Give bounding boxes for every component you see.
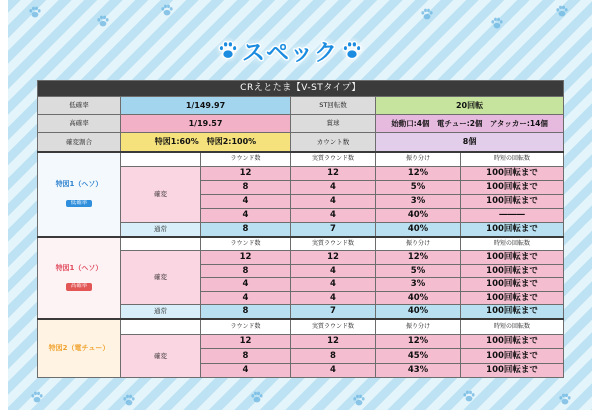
jitan-spins-cell: 100回転まで <box>461 251 564 265</box>
rounds-cell: 8 <box>201 305 291 319</box>
header-blank-cell <box>121 152 201 167</box>
distribution-cell: 40% <box>376 209 461 223</box>
page-title <box>200 34 380 66</box>
effective-rounds-cell: 4 <box>291 278 376 292</box>
table-title-row <box>38 81 564 97</box>
info-value-kakuhen-ratio: 特図1:60% 特図2:100% <box>121 133 291 152</box>
column-header-jitan-spins: 時短の回転数 <box>461 152 564 167</box>
rounds-cell: 12 <box>201 167 291 181</box>
rounds-cell: 4 <box>201 209 291 223</box>
info-value-st-spins: 20回転 <box>376 97 564 115</box>
paw-icon <box>250 390 264 404</box>
section-header-row <box>38 237 564 251</box>
effective-rounds-cell: 12 <box>291 167 376 181</box>
column-header-effective-rounds: 実質ラウンド数 <box>291 237 376 251</box>
jitan-spins-cell: 100回転まで <box>461 305 564 319</box>
paw-icon <box>490 16 504 30</box>
effective-rounds-cell: 12 <box>291 251 376 265</box>
jitan-spins-cell: 100回転まで <box>461 335 564 349</box>
section-header-row <box>38 152 564 167</box>
section-label-tokuzu1-low <box>38 152 121 237</box>
header-blank-cell <box>121 319 201 335</box>
jitan-spins-cell: 100回転まで <box>461 349 564 364</box>
rounds-cell: 4 <box>201 292 291 305</box>
info-label-prize-balls: 賞球 <box>291 115 376 133</box>
machine-title: CRえとたま【V-STタイプ】 <box>38 81 564 97</box>
paw-icon <box>352 393 366 407</box>
rounds-cell: 8 <box>201 181 291 195</box>
rounds-cell: 4 <box>201 364 291 378</box>
column-header-rounds: ラウンド数 <box>201 319 291 335</box>
kakuhen-label: 確変 <box>121 251 201 305</box>
paw-icon <box>341 39 363 61</box>
info-label-count: カウント数 <box>291 133 376 152</box>
section-name: 特図1（ヘソ） <box>55 180 103 189</box>
column-header-jitan-spins: 時短の回転数 <box>461 237 564 251</box>
column-header-distribution: 振り分け <box>376 319 461 335</box>
paw-icon <box>217 39 239 61</box>
paw-icon <box>122 393 136 407</box>
info-label-low-probability: 低確率 <box>38 97 121 115</box>
kakuhen-label: 確変 <box>121 335 201 378</box>
column-header-rounds: ラウンド数 <box>201 237 291 251</box>
distribution-cell: 3% <box>376 278 461 292</box>
paw-icon <box>558 392 572 406</box>
distribution-cell: 43% <box>376 364 461 378</box>
paw-icon <box>30 390 44 404</box>
distribution-cell: 45% <box>376 349 461 364</box>
spec-table <box>37 80 564 378</box>
distribution-cell: 12% <box>376 335 461 349</box>
normal-label: 通常 <box>121 223 201 237</box>
effective-rounds-cell: 8 <box>291 349 376 364</box>
paw-icon <box>555 4 569 18</box>
distribution-cell: 40% <box>376 223 461 237</box>
paw-icon <box>160 3 174 17</box>
rounds-cell: 4 <box>201 278 291 292</box>
jitan-spins-cell: 100回転まで <box>461 181 564 195</box>
section-name: 特図2（電チュー） <box>48 344 110 353</box>
effective-rounds-cell: 7 <box>291 223 376 237</box>
high-probability-badge: 高確率 <box>66 283 93 291</box>
distribution-cell: 12% <box>376 251 461 265</box>
normal-label: 通常 <box>121 305 201 319</box>
jitan-spins-cell: 100回転まで <box>461 265 564 278</box>
page-title-text: スペック <box>242 39 338 66</box>
info-value-low-probability: 1/149.97 <box>121 97 291 115</box>
info-label-kakuhen-ratio: 確変割合 <box>38 133 121 152</box>
distribution-cell: 5% <box>376 181 461 195</box>
info-value-high-probability: 1/19.57 <box>121 115 291 133</box>
jitan-spins-cell: 100回転まで <box>461 278 564 292</box>
effective-rounds-cell: 4 <box>291 364 376 378</box>
section-header-row <box>38 319 564 335</box>
paw-icon <box>462 389 476 403</box>
kakuhen-label: 確変 <box>121 167 201 223</box>
paw-icon <box>96 14 110 28</box>
column-header-rounds: ラウンド数 <box>201 152 291 167</box>
column-header-effective-rounds: 実質ラウンド数 <box>291 152 376 167</box>
effective-rounds-cell: 12 <box>291 335 376 349</box>
jitan-spins-cell: 100回転まで <box>461 167 564 181</box>
section-name: 特図1（ヘソ） <box>55 263 103 272</box>
info-label-high-probability: 高確率 <box>38 115 121 133</box>
rounds-cell: 8 <box>201 223 291 237</box>
effective-rounds-cell: 4 <box>291 181 376 195</box>
distribution-cell: 40% <box>376 305 461 319</box>
column-header-jitan-spins: 時短の回転数 <box>461 319 564 335</box>
section-label-tokuzu1-high <box>38 237 121 319</box>
rounds-cell: 12 <box>201 335 291 349</box>
effective-rounds-cell: 4 <box>291 292 376 305</box>
column-header-effective-rounds: 実質ラウンド数 <box>291 319 376 335</box>
info-row <box>38 115 564 133</box>
column-header-distribution: 振り分け <box>376 237 461 251</box>
jitan-spins-cell: 100回転まで <box>461 195 564 209</box>
info-value-count: 8個 <box>376 133 564 152</box>
distribution-cell: 3% <box>376 195 461 209</box>
effective-rounds-cell: 4 <box>291 265 376 278</box>
info-row <box>38 133 564 152</box>
jitan-spins-cell: 100回転まで <box>461 292 564 305</box>
paw-icon <box>28 5 42 19</box>
distribution-cell: 40% <box>376 292 461 305</box>
distribution-cell: 12% <box>376 167 461 181</box>
column-header-distribution: 振り分け <box>376 152 461 167</box>
effective-rounds-cell: 7 <box>291 305 376 319</box>
jitan-spins-cell: 100回転まで <box>461 223 564 237</box>
header-blank-cell <box>121 237 201 251</box>
info-value-prize-balls: 始動口:4個 電チュー:2個 アタッカー:14個 <box>376 115 564 133</box>
rounds-cell: 8 <box>201 265 291 278</box>
rounds-cell: 8 <box>201 349 291 364</box>
info-row <box>38 97 564 115</box>
paw-icon <box>420 7 434 21</box>
effective-rounds-cell: 4 <box>291 195 376 209</box>
jitan-spins-cell: ――― <box>461 209 564 223</box>
low-probability-badge: 低確率 <box>66 200 93 208</box>
rounds-cell: 12 <box>201 251 291 265</box>
info-label-st-spins: ST回転数 <box>291 97 376 115</box>
distribution-cell: 5% <box>376 265 461 278</box>
rounds-cell: 4 <box>201 195 291 209</box>
section-label-tokuzu2 <box>38 319 121 378</box>
jitan-spins-cell: 100回転まで <box>461 364 564 378</box>
effective-rounds-cell: 4 <box>291 209 376 223</box>
